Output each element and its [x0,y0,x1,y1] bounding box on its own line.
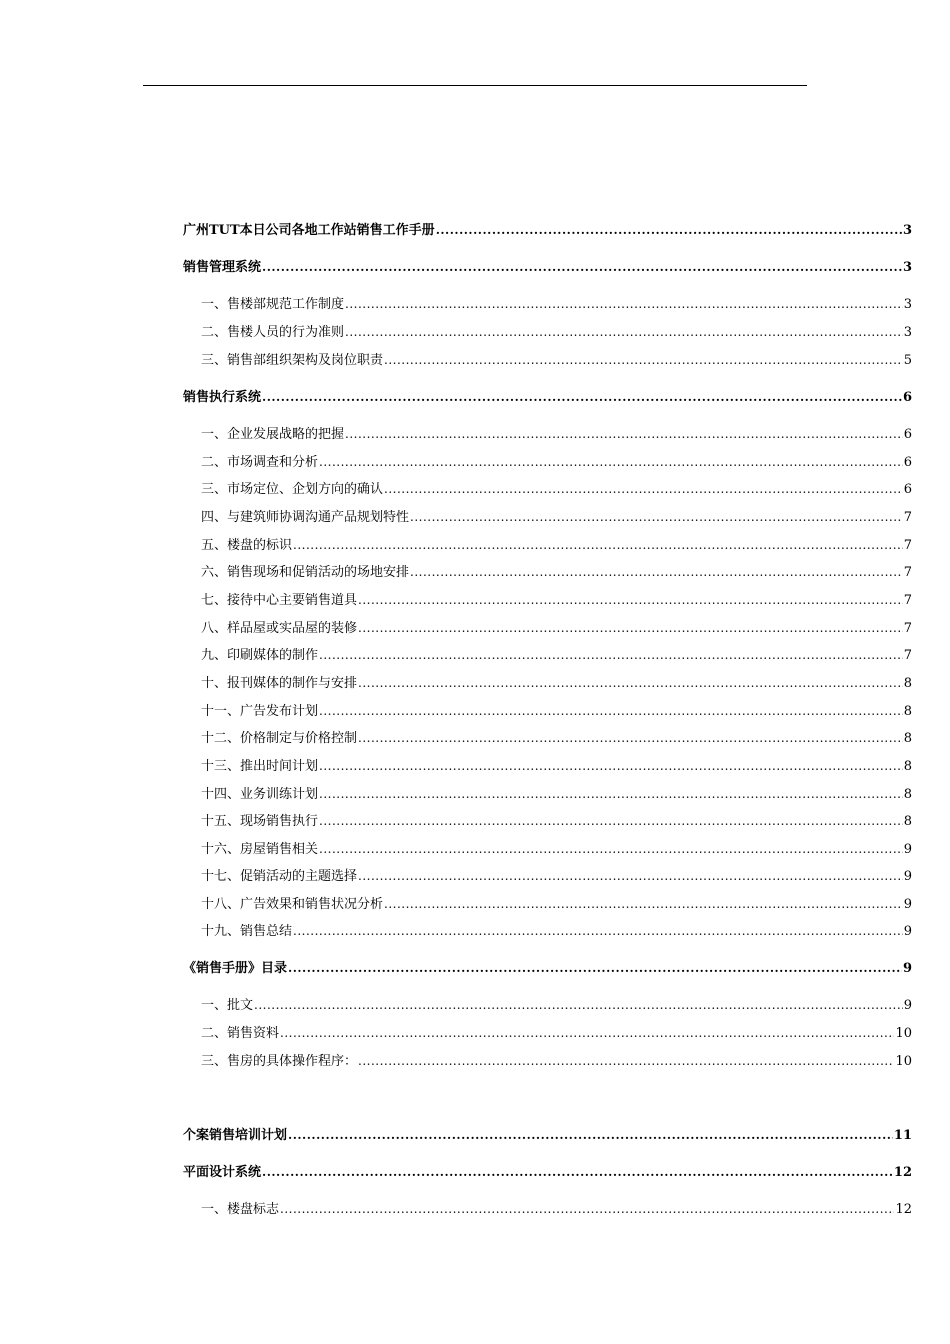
toc-entry-title: 十四、业务训练计划 [201,787,319,802]
toc-entry[interactable] [201,537,912,553]
toc-entry[interactable] [183,1127,912,1143]
dot-leader [358,1053,894,1069]
toc-entry-title: 十二、价格制定与价格控制 [201,731,358,746]
dot-leader [319,813,903,829]
toc-entry-page: 10 [895,1054,912,1069]
toc-entry-page: 8 [903,759,912,774]
dot-leader [410,509,903,525]
toc-entry-page: 9 [903,998,912,1013]
toc-entry-title: 十八、广告效果和销售状况分析 [201,897,384,912]
toc-entry-page: 7 [903,510,912,525]
toc-entry-title: 十七、促销活动的主题选择 [201,869,358,884]
toc-entry-page: 6 [903,427,912,442]
toc-entry[interactable] [201,296,912,312]
toc-entry[interactable] [201,352,912,368]
toc-entry-page: 11 [893,1128,912,1143]
toc-entry-title: 一、楼盘标志 [201,1202,280,1217]
toc-entry-page: 9 [903,842,912,857]
toc-entry[interactable] [201,620,912,636]
toc-entry-title: 个案销售培训计划 [183,1128,288,1143]
toc-entry-title: 一、批文 [201,998,254,1013]
toc-entry-title: 二、销售资料 [201,1026,280,1041]
toc-entry-title: 九、印刷媒体的制作 [201,648,319,663]
dot-leader [319,841,903,857]
toc-entry[interactable] [201,813,912,829]
toc-entry[interactable] [201,426,912,442]
toc-entry-page: 6 [903,455,912,470]
toc-entry[interactable] [201,1201,912,1217]
dot-leader [319,786,903,802]
dot-leader [262,389,902,405]
toc-entry-title: 一、企业发展战略的把握 [201,427,345,442]
dot-leader [384,896,903,912]
dot-leader [358,675,903,691]
dot-leader [345,324,903,340]
dot-leader [436,222,902,238]
toc-entry[interactable] [201,1053,912,1069]
toc-entry-page: 3 [903,297,912,312]
toc-entry-page: 8 [903,704,912,719]
toc-entry-title: 十、报刊媒体的制作与安排 [201,676,358,691]
toc-entry[interactable] [201,868,912,884]
toc-entry-page: 6 [903,482,912,497]
toc-entry[interactable] [183,222,912,238]
toc-entry[interactable] [201,758,912,774]
toc-entry-page: 9 [903,924,912,939]
toc-entry-title: 销售执行系统 [183,390,262,405]
dot-leader [288,960,902,976]
toc-entry-page: 9 [903,869,912,884]
dot-leader [384,481,903,497]
toc-entry-title: 销售管理系统 [183,260,262,275]
toc-entry-page: 3 [903,325,912,340]
toc-entry[interactable] [201,675,912,691]
toc-entry-title: 四、与建筑师协调沟通产品规划特性 [201,510,410,525]
toc-entry-title: 十一、广告发布计划 [201,704,319,719]
toc-entry[interactable] [201,923,912,939]
toc-entry-page: 8 [903,814,912,829]
dot-leader [319,647,903,663]
toc-entry-title: 十六、房屋销售相关 [201,842,319,857]
toc-entry[interactable] [183,960,912,976]
toc-entry[interactable] [201,703,912,719]
toc-entry-title: 平面设计系统 [183,1165,262,1180]
toc-entry[interactable] [183,1164,912,1180]
toc-entry-title: 六、销售现场和促销活动的场地安排 [201,565,410,580]
toc-entry[interactable] [201,481,912,497]
toc-entry-title: 三、市场定位、企划方向的确认 [201,482,384,497]
toc-entry-title: 七、接待中心主要销售道具 [201,593,358,608]
dot-leader [358,592,903,608]
dot-leader [254,997,903,1013]
dot-leader [345,426,903,442]
toc-entry-title: 广州TUT本日公司各地工作站销售工作手册 [183,223,435,238]
toc-entry-page: 9 [903,897,912,912]
dot-leader [358,868,903,884]
toc-entry-title: 十九、销售总结 [201,924,293,939]
toc-entry-title: 二、市场调查和分析 [201,455,319,470]
dot-leader [319,758,903,774]
toc-entry-page: 7 [903,621,912,636]
dot-leader [280,1201,894,1217]
toc-entry-page: 9 [902,961,912,976]
dot-leader [262,259,902,275]
toc-entry[interactable] [201,896,912,912]
toc-entry-title: 十三、推出时间计划 [201,759,319,774]
toc-entry-title: 八、样品屋或实品屋的装修 [201,621,358,636]
toc-entry-page: 6 [902,390,912,405]
toc-entry-page: 7 [903,593,912,608]
toc-entry-page: 3 [902,223,912,238]
dot-leader [410,564,903,580]
dot-leader [384,352,903,368]
dot-leader [358,620,903,636]
toc-entry-page: 3 [902,260,912,275]
toc-entry[interactable] [201,997,912,1013]
toc-entry-page: 7 [903,648,912,663]
toc-entry[interactable] [201,592,912,608]
toc-entry-title: 一、售楼部规范工作制度 [201,297,345,312]
dot-leader [262,1164,893,1180]
toc-entry-title: 三、售房的具体操作程序： [201,1054,358,1069]
toc-entry-page: 7 [903,565,912,580]
toc-entry-title: 三、销售部组织架构及岗位职责 [201,353,384,368]
toc-entry[interactable] [201,647,912,663]
dot-leader [358,730,903,746]
toc-entry[interactable] [183,389,912,405]
toc-entry-page: 8 [903,731,912,746]
toc-entry[interactable] [183,259,912,275]
dot-leader [345,296,903,312]
toc-entry-page: 10 [895,1026,912,1041]
toc-entry-page: 12 [895,1202,912,1217]
toc-entry-title: 二、售楼人员的行为准则 [201,325,345,340]
toc-entry[interactable] [201,324,912,340]
toc-entry-page: 7 [903,538,912,553]
toc-entry[interactable] [201,786,912,802]
dot-leader [293,537,903,553]
dot-leader [280,1025,894,1041]
toc-entry-page: 8 [903,787,912,802]
toc-entry-page: 5 [903,353,912,368]
toc-entry-page: 12 [893,1165,912,1180]
toc-entry[interactable] [201,509,912,525]
toc-entry-title: 十五、现场销售执行 [201,814,319,829]
dot-leader [319,454,903,470]
toc-entry-title: 《销售手册》目录 [183,961,288,976]
toc-entry[interactable] [201,730,912,746]
dot-leader [288,1127,893,1143]
dot-leader [319,703,903,719]
toc-entry-page: 8 [903,676,912,691]
dot-leader [293,923,903,939]
toc-entry[interactable] [201,841,912,857]
toc-entry-title: 五、楼盘的标识 [201,538,293,553]
toc-entry[interactable] [201,1025,912,1041]
toc-entry[interactable] [201,454,912,470]
toc-entry[interactable] [201,564,912,580]
